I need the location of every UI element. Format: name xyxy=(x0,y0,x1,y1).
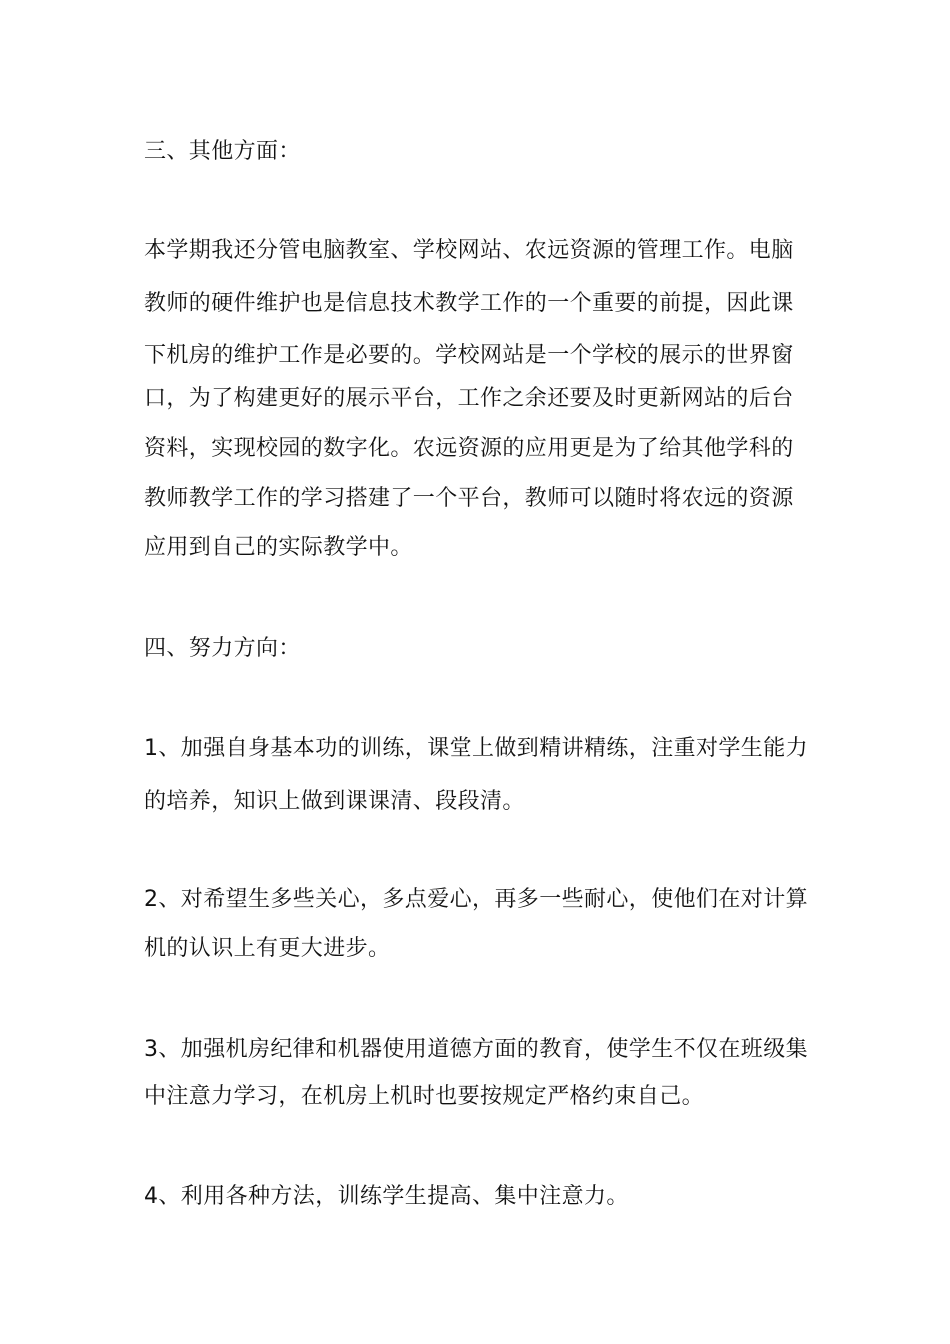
list-item-line: 中注意力学习，在机房上机时也要按规定严格约束自己。 xyxy=(144,1084,705,1109)
paragraph-line: 资料，实现校园的数字化。农远资源的应用更是为了给其他学科的 xyxy=(144,436,794,461)
section-heading-direction: 四、努力方向： xyxy=(144,636,301,661)
paragraph-line: 口，为了构建更好的展示平台，工作之余还要及时更新网站的后台 xyxy=(144,386,794,411)
list-item-line: 4、利用各种方法，训练学生提高、集中注意力。 xyxy=(144,1184,629,1209)
paragraph-line: 应用到自己的实际教学中。 xyxy=(144,535,413,560)
list-item-line: 2、对希望生多些关心，多点爱心，再多一些耐心，使他们在对计算 xyxy=(144,887,808,912)
list-item-line: 1、加强自身基本功的训练，课堂上做到精讲精练，注重对学生能力 xyxy=(144,736,808,761)
list-item-line: 的培养，知识上做到课课清、段段清。 xyxy=(144,789,525,814)
list-item-line: 机的认识上有更大进步。 xyxy=(144,936,391,961)
paragraph-line: 教师的硬件维护也是信息技术教学工作的一个重要的前提，因此课 xyxy=(144,291,794,316)
paragraph-line: 下机房的维护工作是必要的。学校网站是一个学校的展示的世界窗 xyxy=(144,343,794,368)
list-item-line: 3、加强机房纪律和机器使用道德方面的教育，使学生不仅在班级集 xyxy=(144,1037,808,1062)
section-heading-other-aspects: 三、其他方面： xyxy=(144,139,301,164)
paragraph-line: 教师教学工作的学习搭建了一个平台，教师可以随时将农远的资源 xyxy=(144,486,794,511)
paragraph-line: 本学期我还分管电脑教室、学校网站、农远资源的管理工作。电脑 xyxy=(144,238,794,263)
